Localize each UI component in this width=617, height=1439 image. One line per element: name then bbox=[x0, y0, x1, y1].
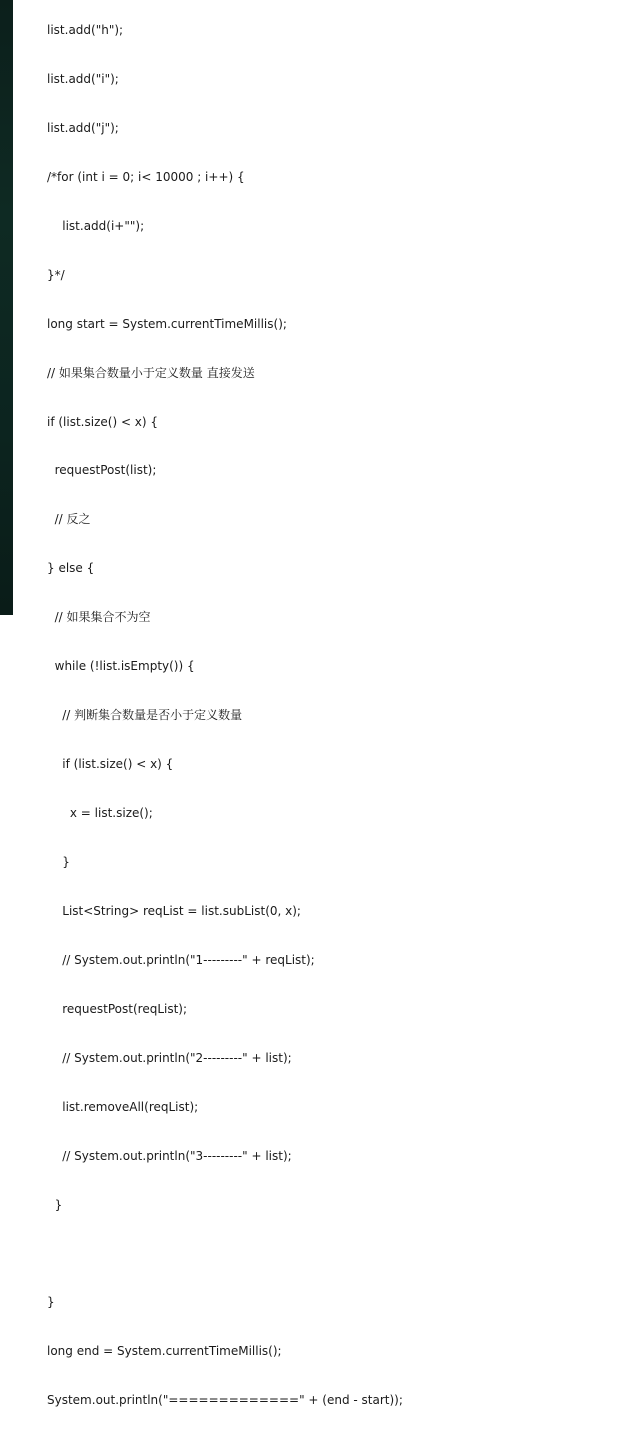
code-line: while (!list.isEmpty()) { bbox=[47, 659, 195, 674]
code-line: requestPost(reqList); bbox=[47, 1001, 188, 1016]
code-line: long start = System.currentTimeMillis(); bbox=[47, 316, 287, 331]
left-background-strip bbox=[0, 0, 13, 615]
code-line: long end = System.currentTimeMillis(); bbox=[47, 1344, 282, 1359]
code-line: list.add(i+""); bbox=[47, 218, 145, 233]
code-line: list.add("j"); bbox=[47, 120, 119, 135]
code-line: } bbox=[47, 854, 70, 869]
code-line: requestPost(list); bbox=[47, 463, 157, 478]
code-line: if (list.size() < x) { bbox=[47, 414, 159, 429]
code-line: list.removeAll(reqList); bbox=[47, 1099, 199, 1114]
code-line: /*for (int i = 0; i< 10000 ; i++) { bbox=[47, 169, 245, 184]
code-line: List<String> reqList = list.subList(0, x); bbox=[47, 903, 301, 918]
code-line: // 判断集合数量是否小于定义数量 bbox=[47, 708, 243, 723]
code-line: list.add("i"); bbox=[47, 71, 119, 86]
code-line: x = list.size(); bbox=[47, 806, 153, 820]
code-line: System.out.println("=============" + (end - start)); bbox=[47, 1393, 403, 1408]
code-line: // 如果集合数量小于定义数量 直接发送 bbox=[47, 365, 255, 380]
code-line: // System.out.println("2---------" + list); bbox=[47, 1050, 292, 1065]
code-line: } bbox=[47, 1197, 63, 1212]
code-line: // System.out.println("3---------" + list); bbox=[47, 1148, 292, 1163]
code-line: } bbox=[47, 1295, 55, 1310]
code-line: } else { bbox=[47, 561, 95, 576]
code-line: // System.out.println("1---------" + reqList); bbox=[47, 952, 315, 967]
code-line bbox=[47, 1243, 607, 1264]
code-block bbox=[47, 0, 607, 1439]
code-line: }*/ bbox=[47, 267, 65, 282]
code-line: // 如果集合不为空 bbox=[47, 610, 151, 625]
code-line: list.add("h"); bbox=[47, 23, 124, 37]
code-line: // 反之 bbox=[47, 512, 91, 527]
code-line: if (list.size() < x) { bbox=[47, 757, 174, 772]
